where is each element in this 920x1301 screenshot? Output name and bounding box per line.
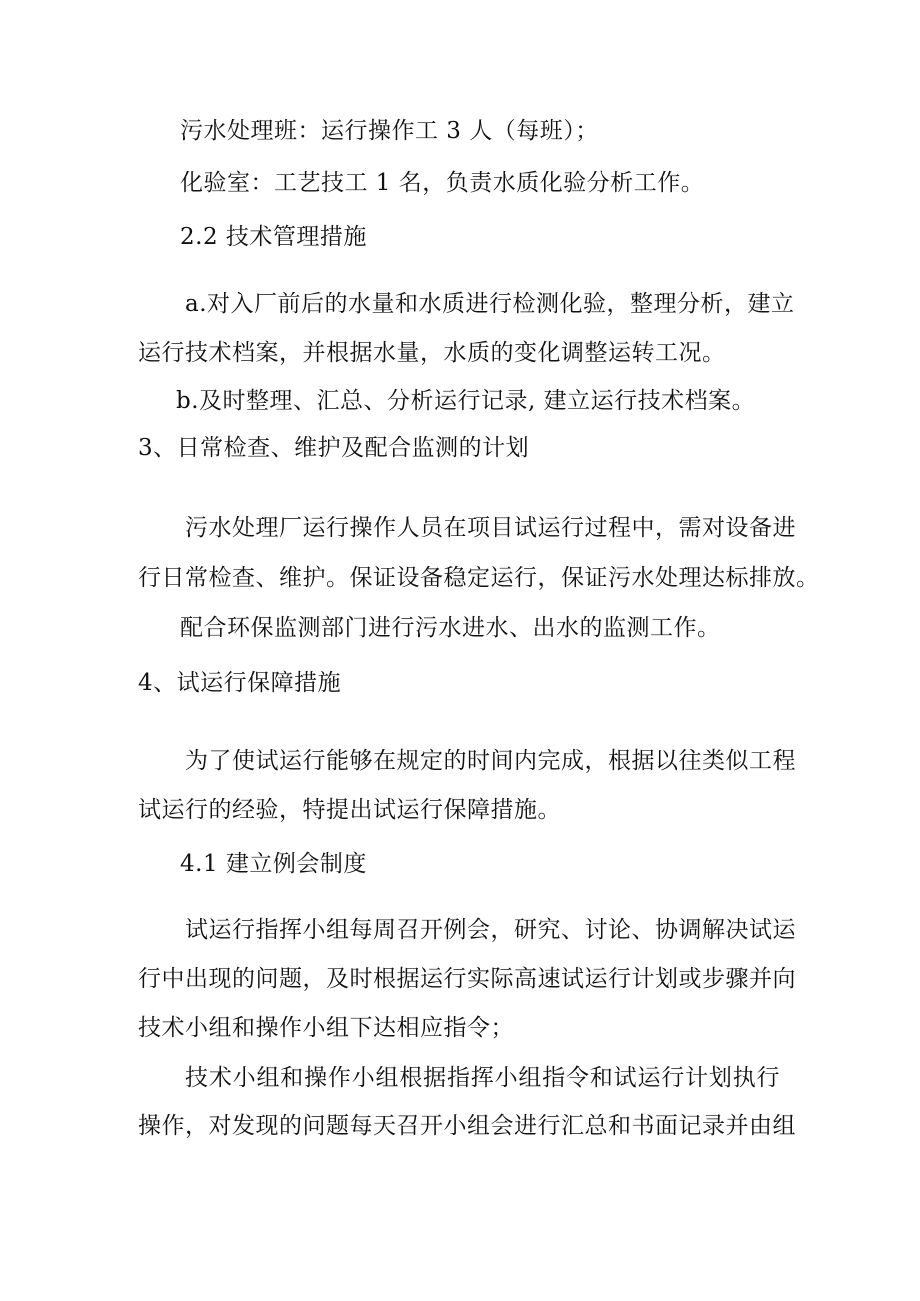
section-2-2-item-a-line1: a.对入厂前后的水量和水质进行检测化验，整理分析，建立 [185, 291, 795, 317]
section-4-1-para1-line1: 试运行指挥小组每周召开例会，研究、讨论、协调解决试运 [185, 917, 796, 943]
staff-sewage-team: 污水处理班：运行操作工 3 人（每班）； [180, 118, 599, 144]
section-3-para2: 配合环保监测部门进行污水进水、出水的监测工作。 [180, 615, 721, 641]
section-2-2-heading: 2.2 技术管理措施 [180, 224, 367, 250]
section-2-2-item-b: b.及时整理、汇总、分析运行记录, 建立运行技术档案。 [176, 388, 756, 414]
section-4-1-para1-line2: 行中出现的问题，及时根据运行实际高速试运行计划或步骤并向 [138, 966, 796, 992]
section-4-heading: 4、试运行保障措施 [138, 670, 342, 696]
section-2-2-item-a-line2: 运行技术档案，并根据水量，水质的变化调整运转工况。 [138, 340, 726, 366]
section-4-1-heading: 4.1 建立例会制度 [180, 851, 367, 877]
section-4-1-para1-line3: 技术小组和操作小组下达相应指令； [138, 1015, 514, 1041]
section-4-intro-line1: 为了使试运行能够在规定的时间内完成，根据以往类似工程 [185, 748, 796, 774]
section-3-para1-line2: 行日常检查、维护。保证设备稳定运行，保证污水处理达标排放。 [138, 565, 820, 591]
section-4-1-para2-line2: 操作，对发现的问题每天召开小组会进行汇总和书面记录并由组 [138, 1113, 796, 1139]
staff-lab: 化验室：工艺技工 1 名，负责水质化验分析工作。 [180, 170, 705, 196]
section-4-1-para2-line1: 技术小组和操作小组根据指挥小组指令和试运行计划执行 [185, 1065, 780, 1091]
section-3-para1-line1: 污水处理厂运行操作人员在项目试运行过程中，需对设备进 [185, 515, 796, 541]
section-4-intro-line2: 试运行的经验，特提出试运行保障措施。 [138, 797, 561, 823]
section-3-heading: 3、日常检查、维护及配合监测的计划 [138, 435, 530, 461]
